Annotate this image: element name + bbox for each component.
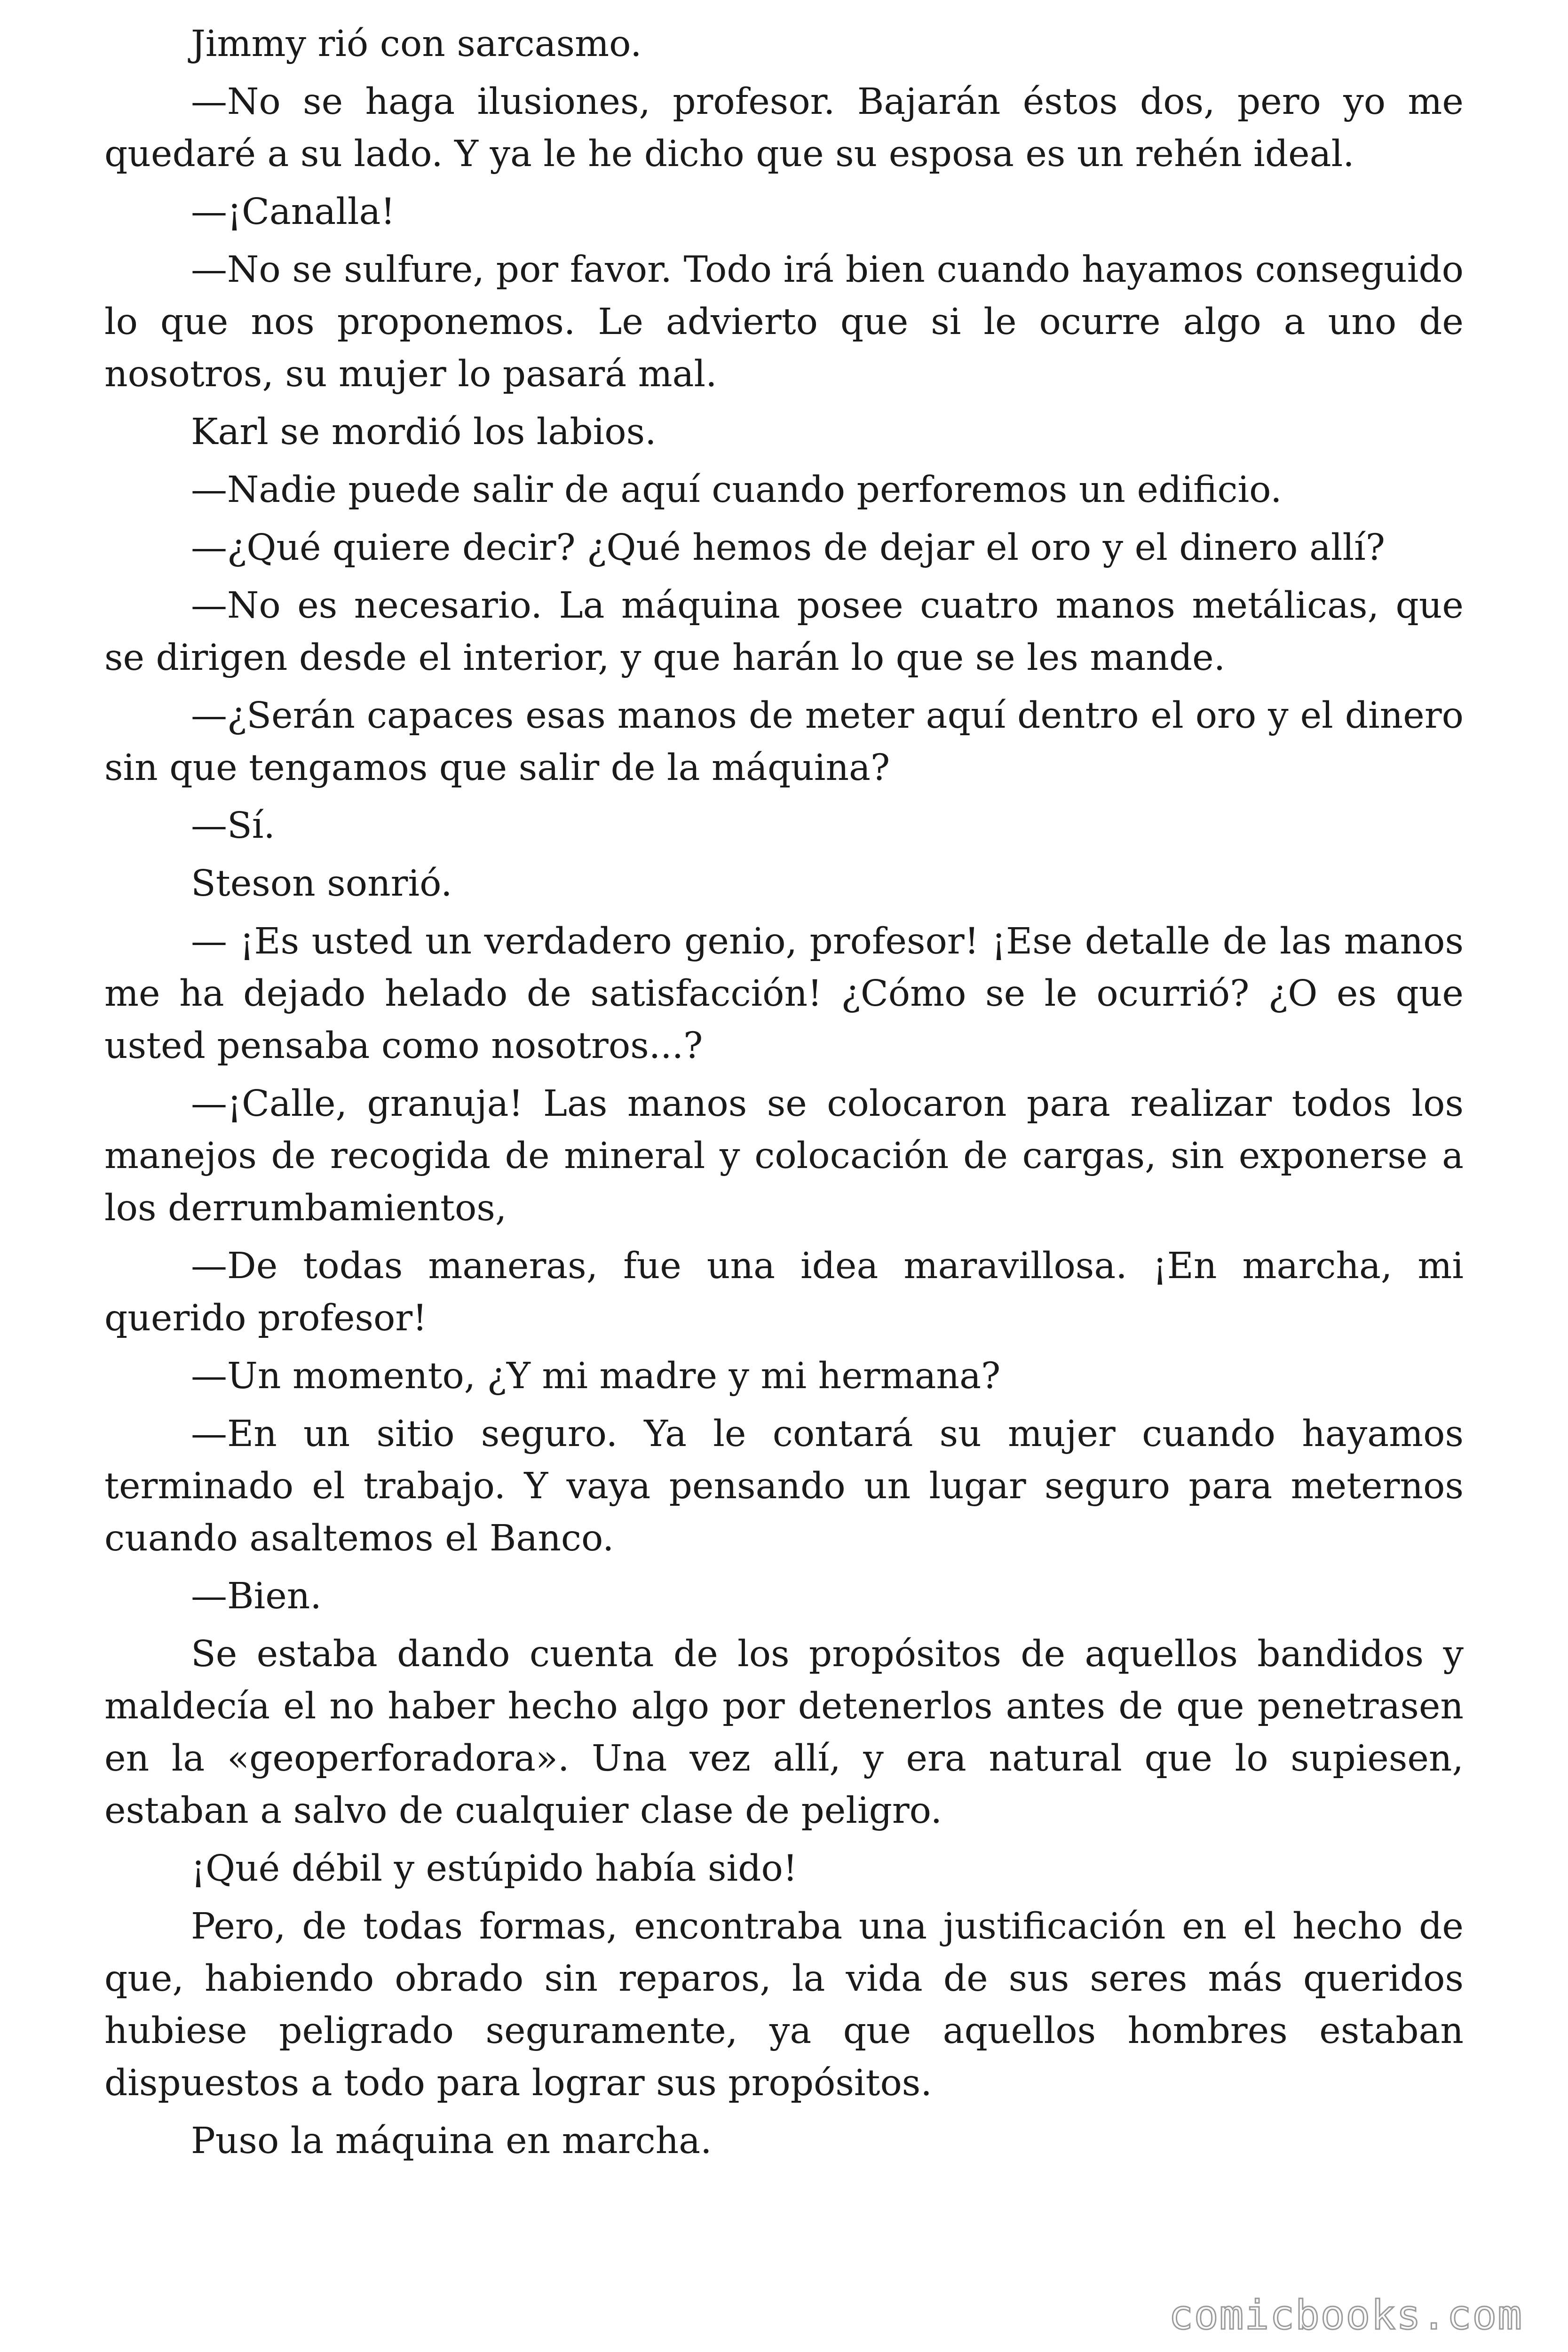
paragraph: Pero, de todas formas, encontraba una justificación en el hecho de que, habiendo obrado sin reparos, la vida de sus seres más queridos hubiese peligrado seguramente, ya que aquellos hombres estaban dispuestos a todo para lograr sus propósitos.: [104, 1906, 1464, 2104]
paragraph: Puso la máquina en marcha.: [191, 2120, 712, 2162]
paragraph: —¿Serán capaces esas manos de meter aquí dentro el oro y el dinero sin que tengamos que salir de la máquina?: [104, 695, 1464, 789]
paragraph: —¡Calle, granuja! Las manos se colocaron para realizar todos los manejos de recogida de mineral y colocación de cargas, sin exponerse a los derrumbamientos,: [104, 1083, 1464, 1229]
paragraph: —No es necesario. La máquina posee cuatro manos metálicas, que se dirigen desde el interior, y que harán lo que se les mande.: [104, 585, 1464, 679]
paragraph: Steson sonrió.: [191, 863, 452, 905]
paragraph: Karl se mordió los labios.: [191, 411, 657, 453]
paragraph: —¿Qué quiere decir? ¿Qué hemos de dejar el oro y el dinero allí?: [191, 527, 1386, 569]
paragraph: Se estaba dando cuenta de los propósitos de aquellos bandidos y maldecía el no haber hecho algo por detenerlos antes de que penetrasen en la «geoperforadora». Una vez allí, y era natural que lo supiesen, estaban a salvo de cualquier clase de peligro.: [104, 1633, 1464, 1832]
paragraph: —De todas maneras, fue una idea maravillosa. ¡En marcha, mi querido profesor!: [104, 1245, 1464, 1339]
paragraph: —Bien.: [191, 1575, 322, 1617]
page-body: [104, 18, 1464, 2173]
paragraph: —Sí.: [191, 805, 275, 847]
paragraph: — ¡Es usted un verdadero genio, profesor! ¡Ese detalle de las manos me ha dejado helado de satisfacción! ¿Cómo se le ocurrió? ¿O es que usted pensaba como nosotros...?: [104, 921, 1464, 1067]
paragraph: —¡Canalla!: [191, 191, 396, 233]
paragraph: ¡Qué débil y estúpido había sido!: [191, 1848, 798, 1890]
paragraph: —No se sulfure, por favor. Todo irá bien cuando hayamos conseguido lo que nos proponemos. Le advierto que si le ocurre algo a uno de nosotros, su mujer lo pasará mal.: [104, 249, 1464, 395]
paragraph: —Un momento, ¿Y mi madre y mi hermana?: [191, 1355, 1001, 1397]
paragraph: —Nadie puede salir de aquí cuando perforemos un edificio.: [191, 469, 1282, 511]
paragraph: Jimmy rió con sarcasmo.: [191, 23, 642, 65]
watermark: comicbooks.com: [1169, 2292, 1523, 2339]
paragraph: —En un sitio seguro. Ya le contará su mujer cuando hayamos terminado el trabajo. Y vaya pensando un lugar seguro para meternos cuando asaltemos el Banco.: [104, 1413, 1464, 1559]
paragraph: —No se haga ilusiones, profesor. Bajarán éstos dos, pero yo me quedaré a su lado. Y ya le he dicho que su esposa es un rehén ideal.: [104, 81, 1464, 175]
